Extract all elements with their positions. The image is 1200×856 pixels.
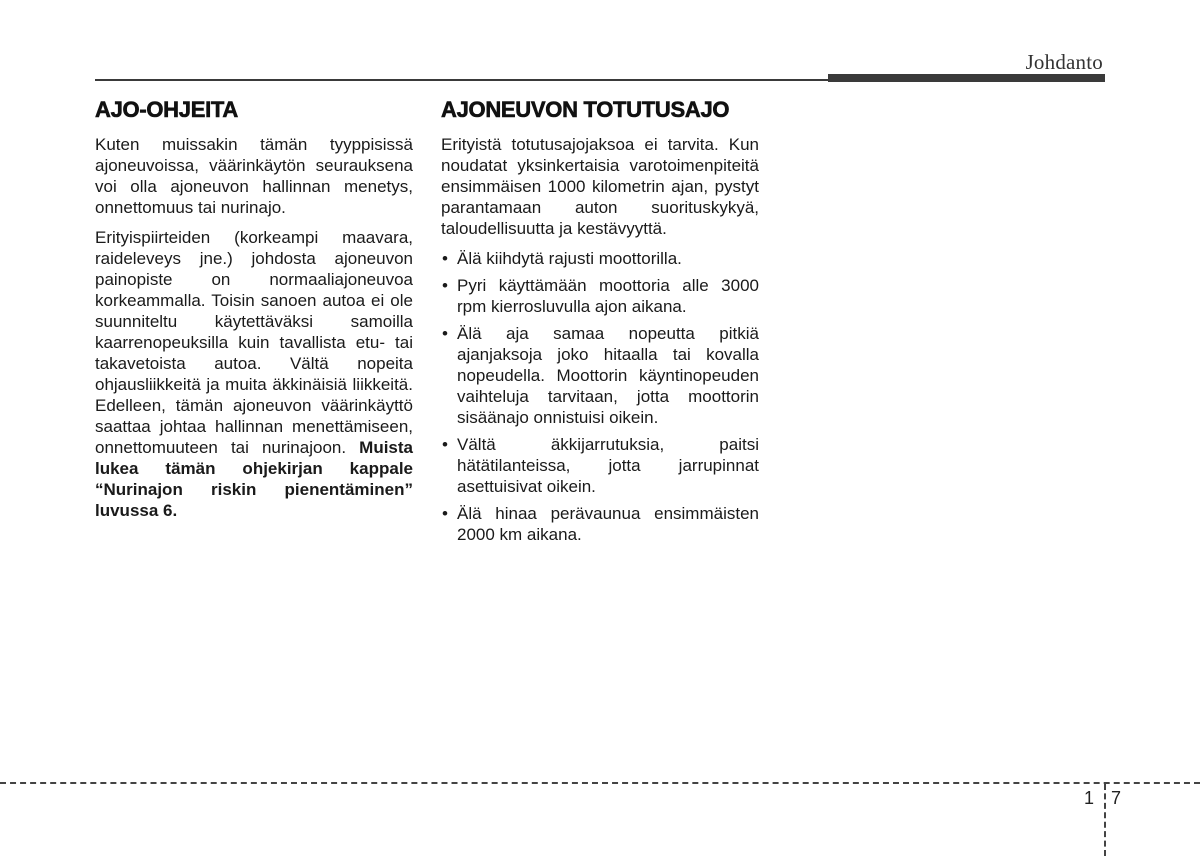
bullet-icon: • (442, 324, 448, 343)
right-column (441, 96, 759, 551)
bullet-icon: • (442, 249, 448, 268)
bullet-icon: • (442, 276, 448, 295)
header-rule (95, 79, 830, 81)
list-item-text: Älä hinaa perävaunua ensimmäisten 2000 km aikana. (457, 504, 759, 544)
list-item (441, 434, 759, 497)
list-item-text: Vältä äkkijarrutuksia, paitsi hätätilanteissa, jotta jarrupinnat asettuisivat oikein. (457, 435, 759, 496)
footer-dashed-rule (0, 782, 1200, 784)
section-heading-driving-instructions: AJO-OHJEITA (95, 97, 238, 122)
break-in-tips-list (441, 248, 759, 545)
paragraph-intro: Kuten muissakin tämän tyyppisissä ajoneuvoissa, väärinkäytön seurauksena voi olla ajoneuvon hallinnan menetys, onnettomuus tai nurinajo. (95, 135, 413, 217)
list-item (441, 275, 759, 317)
list-item (441, 248, 759, 269)
list-item-text: Älä kiihdytä rajusti moottorilla. (457, 249, 682, 268)
list-item-text: Älä aja samaa nopeutta pitkiä ajanjaksoja joko hitaalla tai kovalla nopeudella. Moottorin käyntinopeuden vaihteluja tarvitaan, jotta moottorin sisäänajo onnistuisi oikein. (457, 324, 759, 427)
paragraph-break-in-intro: Erityistä totutusajojaksoa ei tarvita. Kun noudatat yksinkertaisia varotoimenpiteitä ensimmäisen 1000 kilometrin ajan, pystyt parantamaan auton suorituskykyä, taloudellisuutta ja kestävyyttä. (441, 135, 759, 238)
paragraph-rollover-warning (95, 227, 413, 521)
chapter-number: 1 (1084, 788, 1095, 808)
paragraph-bold-reference: Muista lukea tämän ohjekirjan kappale “Nurinajon riskin pienentäminen” luvussa 6. (95, 438, 413, 520)
page-header-title: Johdanto (1025, 50, 1103, 74)
bullet-icon: • (442, 435, 448, 454)
paragraph-text: Erityispiirteiden (korkeampi maavara, raideleveys jne.) johdosta ajoneuvon painopiste on normaaliajoneuvoa korkeammalla. Toisin sanoen autoa ei ole suunniteltu käytettäväksi samoilla kaarrenopeuksilla kuin tavallista etu- tai takavetoista autoa. Vältä nopeita ohjausliikkeitä ja muita äkkinäisiä liikkeitä. Edelleen, tämän ajoneuvon väärinkäyttö saattaa johtaa hallinnan menettämiseen, onnettomuuteen tai nurinajoon. (95, 228, 413, 457)
header-rule-accent (828, 74, 1105, 82)
list-item (441, 503, 759, 545)
list-item (441, 323, 759, 428)
bullet-icon: • (442, 504, 448, 523)
page-number: 7 (1111, 788, 1122, 808)
section-heading-break-in: AJONEUVON TOTUTUSAJO (441, 97, 730, 122)
left-column (95, 96, 413, 530)
list-item-text: Pyri käyttämään moottoria alle 3000 rpm kierrosluvulla ajon aikana. (457, 276, 759, 316)
footer-dashed-divider (1104, 784, 1106, 856)
